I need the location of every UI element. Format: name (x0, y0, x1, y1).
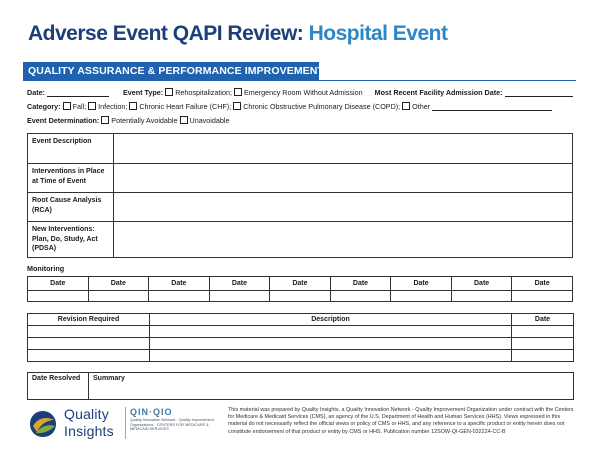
summary-field[interactable]: Summary (89, 373, 574, 400)
revision-table (27, 313, 574, 362)
quality-insights-logo (27, 404, 227, 442)
monitoring-cell[interactable] (88, 291, 149, 302)
rca-label: Root Cause Analysis (RCA) (28, 193, 114, 222)
determination-label: Event Determination: (27, 116, 100, 125)
fall-label: Fall; (72, 102, 87, 111)
monitoring-date-header: Date (209, 277, 270, 291)
date-label: Date: (27, 88, 45, 97)
new-interventions-label: New Interventions: Plan, Do, Study, Act (PDSA) (28, 222, 114, 258)
other-label: Other (412, 102, 431, 111)
monitoring-date-header: Date (512, 277, 573, 291)
monitoring-cell[interactable] (28, 291, 89, 302)
infection-label: Infection; (98, 102, 128, 111)
monitoring-label: Monitoring (27, 264, 65, 273)
rca-field[interactable] (114, 193, 573, 222)
monitoring-cell[interactable] (149, 291, 210, 302)
row-determination (27, 116, 229, 126)
event-description-label: Event Description (28, 134, 114, 164)
unavoidable-label: Unavoidable (189, 116, 230, 125)
chf-label: Chronic Heart Failure (CHF); (139, 102, 232, 111)
logo-text-quality: Quality (64, 406, 109, 422)
title-accent: Hospital Event (308, 22, 448, 45)
monitoring-date-header: Date (330, 277, 391, 291)
avoidable-checkbox[interactable] (101, 116, 109, 124)
admission-date-field[interactable] (505, 88, 573, 97)
new-interventions-field[interactable] (114, 222, 573, 258)
row-event-info (27, 88, 573, 98)
fall-checkbox[interactable] (63, 102, 71, 110)
infection-checkbox[interactable] (88, 102, 96, 110)
rehosp-label: Rehospitalization; (175, 88, 232, 97)
event-description-field[interactable] (114, 134, 573, 164)
date-cell[interactable] (512, 326, 574, 338)
monitoring-table (27, 276, 573, 302)
monitoring-header-row (28, 277, 573, 291)
description-cell[interactable] (150, 350, 512, 362)
rehosp-checkbox[interactable] (165, 88, 173, 96)
title-main: Adverse Event QAPI Review: (28, 22, 304, 45)
row-category (27, 102, 552, 112)
table-row (28, 338, 574, 350)
monitoring-cell[interactable] (451, 291, 512, 302)
monitoring-cell[interactable] (330, 291, 391, 302)
revision-cell[interactable] (28, 350, 150, 362)
date-cell[interactable] (512, 350, 574, 362)
event-type-label: Event Type: (122, 88, 164, 97)
description-cell[interactable] (150, 326, 512, 338)
qin-qio-logo: QIN·QIO (130, 407, 173, 417)
avoidable-label: Potentially Avoidable (111, 116, 178, 125)
logo-text-insights: Insights (64, 423, 114, 439)
copd-label: Chronic Obstructive Pulmonary Disease (COPD); (243, 102, 401, 111)
table-row (28, 350, 574, 362)
monitoring-date-header: Date (391, 277, 452, 291)
er-checkbox[interactable] (234, 88, 242, 96)
monitoring-cell[interactable] (270, 291, 331, 302)
er-label: Emergency Room Without Admission (243, 88, 363, 97)
banner-rule (23, 80, 576, 81)
table-row (28, 222, 573, 258)
revision-cell[interactable] (28, 338, 150, 350)
disclaimer-text: This material was prepared by Quality Insights, a Quality Innovation Network - Quality Improvement Organization under contract with the Centers for Medicare & Medicaid Services (CMS), an agency of the U.S. Department of Health and Human Services (HHS). Views expressed in this material do not necessarily reflect the official views or policy of CMS or HHS, and any reference to a specific product or entity herein does not constitute endorsement of that product or entity by CMS or HHS. Publication number 12SOW-QI-GEN-032224-CC-B (228, 407, 574, 435)
monitoring-date-header: Date (88, 277, 149, 291)
monitoring-date-header: Date (28, 277, 89, 291)
section-banner: QUALITY ASSURANCE & PERFORMANCE IMPROVEMENT (23, 62, 319, 80)
category-label: Category: (27, 102, 61, 111)
qin-qio-subtitle: Quality Innovation Network · Quality Improvement Organizations · CENTERS FOR MEDICARE & MEDICAID SERVICES (130, 418, 214, 432)
monitoring-cell[interactable] (391, 291, 452, 302)
revision-cell[interactable] (28, 326, 150, 338)
table-row (28, 193, 573, 222)
copd-checkbox[interactable] (233, 102, 241, 110)
description-cell[interactable] (150, 338, 512, 350)
revision-date-header: Date (512, 314, 574, 326)
unavoidable-checkbox[interactable] (180, 116, 188, 124)
other-field[interactable] (432, 102, 552, 111)
other-checkbox[interactable] (402, 102, 410, 110)
table-row (28, 164, 573, 193)
logo-divider (125, 407, 126, 439)
quality-insights-mark-icon (27, 408, 59, 440)
table-row (28, 373, 574, 400)
date-resolved-field[interactable]: Date Resolved (28, 373, 89, 400)
summary-table (27, 372, 574, 400)
description-header: Description (150, 314, 512, 326)
chf-checkbox[interactable] (129, 102, 137, 110)
revision-header-row (28, 314, 574, 326)
page-title (28, 22, 448, 46)
table-row (28, 291, 573, 302)
interventions-label: Interventions in Place at Time of Event (28, 164, 114, 193)
table-row (28, 134, 573, 164)
date-field[interactable] (47, 88, 109, 97)
monitoring-cell[interactable] (209, 291, 270, 302)
monitoring-date-header: Date (270, 277, 331, 291)
table-row (28, 326, 574, 338)
monitoring-date-header: Date (149, 277, 210, 291)
date-cell[interactable] (512, 338, 574, 350)
admission-date-label: Most Recent Facility Admission Date: (374, 88, 503, 97)
monitoring-cell[interactable] (512, 291, 573, 302)
monitoring-date-header: Date (451, 277, 512, 291)
event-details-table (27, 133, 573, 258)
interventions-field[interactable] (114, 164, 573, 193)
revision-required-header: Revision Required (28, 314, 150, 326)
